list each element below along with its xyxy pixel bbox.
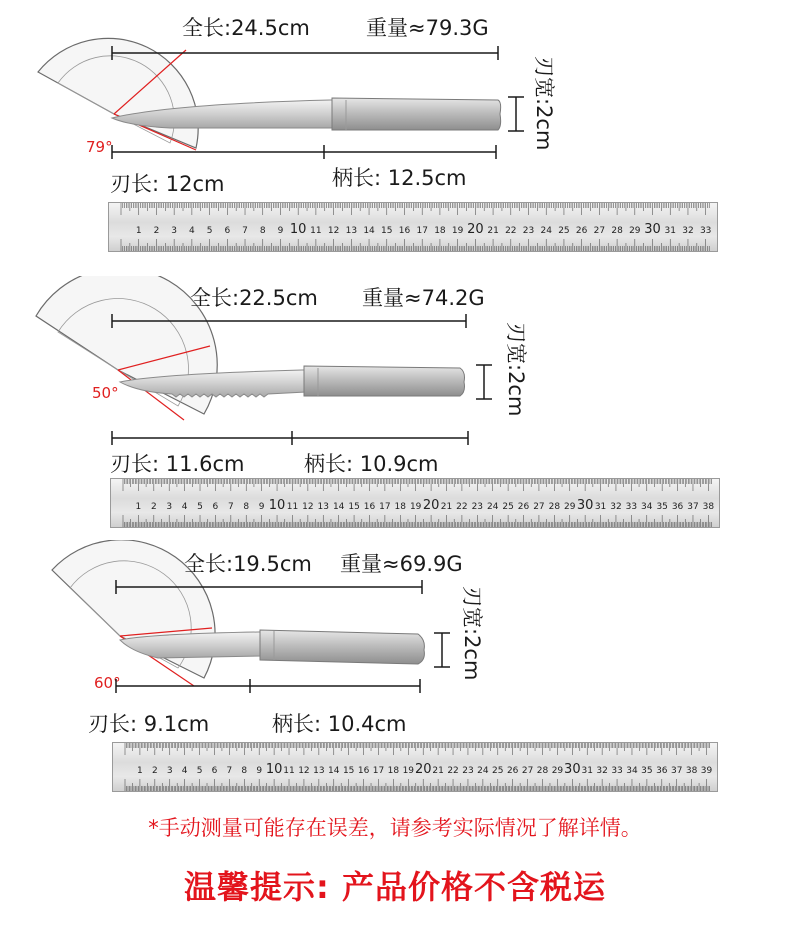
ruler-ticks — [109, 203, 717, 251]
ruler-number: 9 — [256, 766, 263, 776]
weight-label: 重量≈74.2G — [362, 286, 485, 310]
total-length-label: 全长:19.5cm — [184, 552, 312, 576]
ruler-number: 8 — [241, 766, 248, 776]
ruler-1 — [108, 202, 718, 252]
total-length-dimension — [110, 314, 470, 328]
ruler-number: 26 — [506, 766, 519, 776]
blade-handle-dimension — [110, 144, 502, 160]
blade-width-label: 刃宽:2cm — [460, 586, 484, 681]
ruler-number: 24 — [477, 766, 489, 776]
ruler-number: 9 — [277, 226, 284, 236]
ruler-number: 30 — [564, 762, 581, 777]
knife-panel-1 — [0, 0, 790, 255]
weight-label: 重量≈69.9G — [340, 552, 463, 576]
ruler-number: 37 — [687, 502, 699, 512]
blade-length-label: 刃长: 12cm — [110, 172, 225, 196]
ruler-number: 2 — [151, 766, 158, 776]
ruler-number: 27 — [533, 502, 545, 512]
ruler-number: 3 — [171, 226, 178, 236]
ruler-number: 24 — [540, 226, 552, 236]
measurement-disclaimer: *手动测量可能存在误差，请参考实际情况了解详情。 — [148, 816, 642, 840]
ruler-number: 30 — [576, 498, 594, 513]
ruler-number: 18 — [394, 502, 407, 512]
ruler-3 — [112, 742, 718, 792]
ruler-2 — [110, 478, 720, 528]
ruler-number: 32 — [610, 502, 622, 512]
ruler-number: 21 — [432, 766, 444, 776]
ruler-number: 20 — [467, 222, 484, 237]
ruler-number: 13 — [317, 502, 329, 512]
blade-handle-dimension — [110, 430, 472, 446]
ruler-number: 28 — [536, 766, 549, 776]
ruler-number: 10 — [289, 222, 307, 237]
ruler-number: 35 — [641, 766, 653, 776]
ruler-number: 6 — [211, 766, 218, 776]
ruler-number: 6 — [212, 502, 219, 512]
price-tip: 温馨提示: 产品价格不含税运 — [184, 868, 606, 906]
ruler-number: 15 — [381, 226, 393, 236]
width-dimension — [506, 96, 526, 132]
blade-width-label: 刃宽:2cm — [504, 322, 528, 417]
blade-length-label: 刃长: 11.6cm — [110, 452, 245, 476]
ruler-number: 18 — [387, 766, 400, 776]
ruler-number: 25 — [502, 502, 514, 512]
ruler-number: 13 — [345, 226, 358, 236]
ruler-number: 1 — [135, 502, 142, 512]
ruler-number: 21 — [440, 502, 453, 512]
ruler-number: 8 — [243, 502, 250, 512]
ruler-number: 5 — [197, 502, 203, 512]
ruler-number: 20 — [414, 762, 432, 777]
handle-length-label: 柄长: 10.9cm — [304, 452, 439, 476]
blade-angle-label: 50° — [92, 384, 119, 402]
ruler-number: 37 — [670, 766, 683, 776]
ruler-number: 13 — [313, 766, 325, 776]
ruler-number: 26 — [517, 502, 530, 512]
ruler-number: 7 — [242, 226, 248, 236]
ruler-number: 8 — [259, 226, 266, 236]
total-length-label: 全长:22.5cm — [190, 286, 318, 310]
ruler-number: 16 — [363, 502, 376, 512]
ruler-number: 27 — [521, 766, 534, 776]
ruler-number: 25 — [492, 766, 504, 776]
ruler-number: 32 — [596, 766, 608, 776]
total-length-dimension — [114, 580, 426, 594]
ruler-number: 34 — [626, 766, 638, 776]
knife-image-2 — [118, 362, 468, 406]
ruler-number: 20 — [422, 498, 440, 513]
ruler-number: 23 — [522, 226, 535, 236]
ruler-number: 10 — [268, 498, 286, 513]
ruler-number: 6 — [224, 226, 231, 236]
ruler-number: 4 — [189, 226, 195, 236]
ruler-number: 33 — [699, 226, 712, 236]
ruler-number: 4 — [181, 766, 188, 776]
ruler-number: 24 — [486, 502, 499, 512]
ruler-number: 12 — [302, 502, 314, 512]
ruler-number: 7 — [227, 502, 234, 512]
width-dimension — [432, 632, 452, 668]
ruler-number: 3 — [166, 502, 173, 512]
blade-length-label: 刃长: 9.1cm — [88, 712, 210, 736]
ruler-number: 35 — [656, 502, 668, 512]
ruler-number: 33 — [625, 502, 638, 512]
knife-image-3 — [118, 628, 428, 672]
ruler-number: 33 — [611, 766, 623, 776]
knife-panel-3 — [0, 536, 790, 791]
ruler-number: 30 — [644, 222, 661, 237]
ruler-number: 14 — [363, 226, 375, 236]
ruler-number: 31 — [664, 226, 676, 236]
ruler-number: 14 — [328, 766, 340, 776]
ruler-number: 29 — [551, 766, 564, 776]
ruler-number: 32 — [682, 226, 694, 236]
ruler-number: 34 — [641, 502, 653, 512]
ruler-number: 1 — [137, 766, 143, 776]
knife-panel-2 — [0, 272, 790, 527]
ruler-number: 15 — [348, 502, 360, 512]
ruler-number: 1 — [135, 226, 142, 236]
ruler-number: 31 — [594, 502, 607, 512]
ruler-number: 7 — [226, 766, 233, 776]
ruler-number: 2 — [150, 502, 157, 512]
ruler-number: 38 — [685, 766, 698, 776]
ruler-number: 26 — [575, 226, 588, 236]
ruler-number: 19 — [402, 766, 415, 776]
ruler-number: 39 — [700, 766, 713, 776]
ruler-number: 14 — [332, 502, 345, 512]
ruler-number: 16 — [357, 766, 370, 776]
ruler-number: 19 — [451, 226, 464, 236]
ruler-number: 17 — [379, 502, 391, 512]
ruler-number: 19 — [409, 502, 422, 512]
ruler-number: 15 — [342, 766, 355, 776]
ruler-number: 4 — [181, 502, 188, 512]
width-dimension — [474, 364, 494, 400]
ruler-number: 21 — [487, 226, 499, 236]
ruler-number: 5 — [196, 766, 203, 776]
blade-handle-dimension — [114, 678, 426, 694]
handle-length-label: 柄长: 12.5cm — [332, 166, 467, 190]
handle-length-label: 柄长: 10.4cm — [272, 712, 407, 736]
ruler-number: 10 — [265, 762, 283, 777]
ruler-number: 29 — [564, 502, 576, 512]
ruler-number: 12 — [298, 766, 310, 776]
ruler-number: 11 — [310, 226, 322, 236]
ruler-number: 16 — [398, 226, 411, 236]
ruler-number: 17 — [372, 766, 385, 776]
blade-width-label: 刃宽:2cm — [532, 56, 556, 151]
ruler-number: 17 — [416, 226, 428, 236]
ruler-number: 22 — [456, 502, 468, 512]
ruler-number: 36 — [656, 766, 668, 776]
knife-image-1 — [110, 92, 502, 138]
ruler-number: 36 — [671, 502, 684, 512]
weight-label: 重量≈79.3G — [366, 16, 489, 40]
ruler-number: 12 — [327, 226, 340, 236]
blade-angle-label: 79° — [86, 138, 113, 156]
ruler-number: 28 — [611, 226, 623, 236]
ruler-number: 18 — [434, 226, 446, 236]
ruler-number: 3 — [166, 766, 173, 776]
ruler-number: 11 — [286, 502, 299, 512]
ruler-number: 5 — [206, 226, 213, 236]
ruler-number: 27 — [593, 226, 606, 236]
ruler-number: 2 — [153, 226, 160, 236]
total-length-dimension — [110, 46, 502, 60]
ruler-ticks — [111, 479, 719, 527]
ruler-number: 28 — [548, 502, 561, 512]
ruler-number: 22 — [447, 766, 459, 776]
ruler-number: 38 — [702, 502, 715, 512]
ruler-number: 31 — [581, 766, 593, 776]
ruler-ticks — [113, 743, 717, 791]
ruler-number: 22 — [505, 226, 517, 236]
total-length-label: 全长:24.5cm — [182, 16, 310, 40]
ruler-number: 11 — [283, 766, 295, 776]
ruler-number: 23 — [471, 502, 484, 512]
ruler-number: 25 — [558, 226, 570, 236]
ruler-number: 23 — [462, 766, 474, 776]
ruler-number: 29 — [629, 226, 641, 236]
ruler-number: 9 — [258, 502, 265, 512]
blade-angle-label: 60° — [94, 674, 121, 692]
